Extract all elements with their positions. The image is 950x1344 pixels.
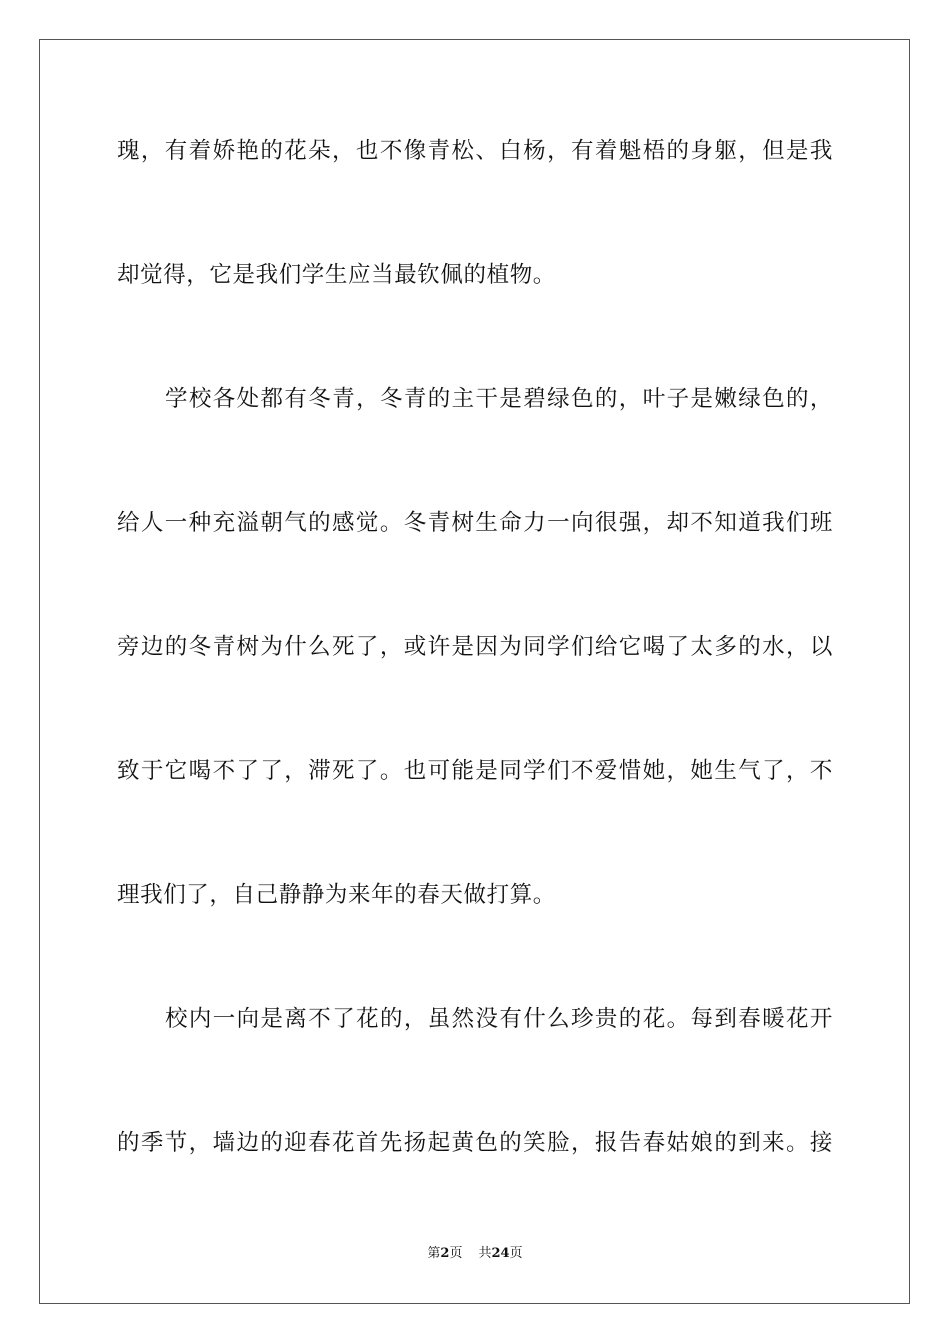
page-border [39, 39, 910, 1304]
body-line-8: 校内一向是离不了花的，虽然没有什么珍贵的花。每到春暖花开 [165, 1006, 833, 1032]
footer-page-prefix: 第 [427, 1246, 441, 1261]
body-line-7: 理我们了，自己静静为来年的春天做打算。 [117, 882, 556, 908]
footer-total-number: 24 [491, 1246, 510, 1261]
body-line-3: 学校各处都有冬青，冬青的主干是碧绿色的，叶子是嫩绿色的， [165, 386, 833, 412]
footer-total-suffix: 页 [509, 1246, 523, 1261]
body-line-2: 却觉得，它是我们学生应当最钦佩的植物。 [117, 262, 556, 288]
footer-total-prefix: 共 [478, 1246, 492, 1261]
body-line-1: 瑰，有着娇艳的花朵，也不像青松、白杨，有着魁梧的身躯，但是我 [117, 138, 833, 164]
body-line-5: 旁边的冬青树为什么死了，或许是因为同学们给它喝了太多的水，以 [117, 634, 833, 660]
body-line-6: 致于它喝不了了，滞死了。也可能是同学们不爱惜她，她生气了，不 [117, 758, 833, 784]
body-line-9: 的季节，墙边的迎春花首先扬起黄色的笑脸，报告春姑娘的到来。接 [117, 1130, 833, 1156]
page-footer [0, 1244, 950, 1264]
body-line-4: 给人一种充溢朝气的感觉。冬青树生命力一向很强，却不知道我们班 [117, 510, 833, 536]
footer-page-suffix: 页 [449, 1246, 463, 1261]
footer-page-number: 2 [440, 1246, 450, 1261]
